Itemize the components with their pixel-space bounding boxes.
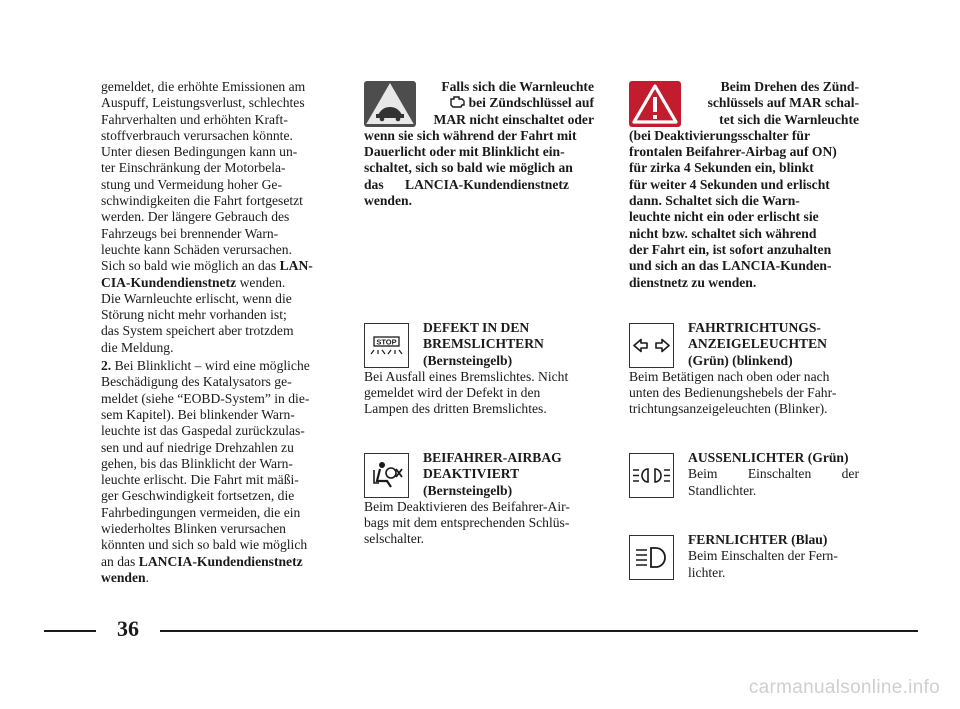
text-line: gehen, bis das Blinklicht der Warn- [101,455,293,471]
text-line: sem Kapitel). Bei blinkender Warn- [101,406,295,422]
section-subtitle: (Grün) (blinkend) [688,352,793,368]
section-title: DEFEKT IN DEN [423,320,530,335]
text-line: gemeldet, die erhöhte Emissionen am [101,79,306,94]
text-line: bei Zündschlüssel auf [465,95,594,111]
passenger-airbag-off-icon [364,453,409,498]
turn-signal-arrows-icon [629,323,674,368]
text-line: Die Warnleuchte erlischt, wenn die [101,290,292,306]
text-line: Beschädigung des Katalysators ge- [101,374,292,390]
section-title: ANZEIGELEUCHTEN [688,336,827,352]
section-subtitle: (Bernsteingelb) [423,482,513,498]
section-title: DEAKTIVIERT [423,466,520,482]
text-line: dienstnetz zu wenden. [629,274,757,290]
footer-rule-left [44,630,96,632]
high-beam-icon [629,535,674,580]
text-bold: LANCIA-Kundendienstnetz [138,553,303,569]
text-line: für zirka 4 Sekunden ein, blinkt [629,160,814,176]
text-line: könnten und sich so bald wie möglich [101,537,308,553]
warning-box-airbag [629,79,859,291]
text-line: wenden. [236,274,286,290]
danger-triangle-icon [629,81,681,127]
text-line: wenn sie sich während der Fahrt mit [364,127,577,143]
column-middle [364,79,594,209]
text-line: Störung nicht mehr vorhanden ist; [101,307,287,323]
text-line: Bei Ausfall eines Bremslichtes. Nicht [364,368,569,384]
text-line: Lampen des dritten Bremslichtes. [364,401,547,417]
text-line: trichtungsanzeigeleuchten (Blinker). [629,401,828,417]
text-line: Beim Betätigen nach oben oder nach [629,368,830,384]
section-airbag [364,450,594,548]
text-line: Unter diesen Bedingungen kann un- [101,144,298,160]
footer-rule-right [160,630,918,632]
text-line: Beim Deaktivieren des Beifahrer-Air- [364,498,570,514]
text-bold: LAN- [279,258,313,274]
warning-box-engine [364,79,594,209]
paragraph-emissions [101,79,331,291]
section-turn-signals [629,320,859,418]
text-line: MAR nicht einschaltet oder [433,111,594,127]
page-number: 36 [117,616,139,641]
text-line: nicht bzw. schaltet sich während [629,225,817,241]
text-line: und sich an das LANCIA-Kunden- [629,258,832,274]
text-line: leuchte ist das Gaspedal zurückzulas- [101,423,305,439]
text-line: leuchte nicht ein oder erlischt sie [629,209,819,225]
text-line: Fahrzeugs bei brennender Warn- [101,225,279,241]
section-subtitle: (Bernsteingelb) [423,352,513,368]
text-line: schlüssels auf MAR schal- [707,95,859,111]
text-line: tet sich die Warnleuchte [719,111,859,127]
text-line: ger Geschwindigkeit fortsetzen, die [101,488,295,504]
text-line: Sich so bald wie möglich an das [101,258,277,274]
car-skid-warning-icon [364,81,416,127]
text-line: . [145,569,149,585]
section-title: BEIFAHRER-AIRBAG [423,450,562,465]
text-line: Beim Einschalten der [688,466,859,482]
text-line: Standlichter. [688,482,757,498]
text-line: für weiter 4 Sekunden und erlischt [629,176,830,192]
text-line: dann. Schaltet sich die Warn- [629,193,800,209]
text-line: an das [101,553,139,569]
text-line: stung und Vermeidung hoher Ge- [101,176,282,192]
column-right [629,79,859,291]
text-line: meldet (siehe “EOBD-System” in die- [101,390,310,406]
section-title: BREMSLICHTERN [423,336,544,352]
text-line: der Fahrt ein, ist sofort anzuhalten [629,241,832,257]
text-line: wenden. [364,193,412,209]
text-line: selschalter. [364,531,425,547]
section-side-lights [629,450,859,499]
text-line: bags mit dem entsprechenden Schlüs- [364,515,570,531]
text-line: Beim Drehen des Zünd- [720,79,859,94]
text-line: wiederholtes Blinken verursachen [101,521,286,537]
svg-text:STOP: STOP [376,337,397,347]
text-line: Bei Blinklicht – wird eine mögliche [111,358,310,374]
text-line: die Meldung. [101,339,174,355]
text-line: gemeldet wird der Defekt in den [364,385,541,401]
text-line: das System speichert aber trotzdem [101,323,294,339]
text-line: ter Einschränkung der Motorbela- [101,160,286,176]
text-line: Falls sich die Warnleuchte [441,79,594,94]
text-line: leuchte kann Schäden verursachen. [101,241,292,257]
text-line: sen und auf niedrige Drehzahlen zu [101,439,294,455]
paragraph-light-off [101,291,331,356]
text-line: (bei Deaktivierungsschalter für [629,127,810,143]
text-line: frontalen Beifahrer-Airbag auf ON) [629,144,837,160]
item-number: 2. [101,358,112,374]
text-line: schaltet, sich so bald wie möglich an [364,160,573,176]
text-line: Auspuff, Leistungsverlust, schlechtes [101,95,305,111]
text-line: unten des Bedienungshebels der Fahr- [629,385,837,401]
section-title: FAHRTRICHTUNGS- [688,320,821,335]
text-line: das LANCIA-Kundendienstnetz [364,176,569,192]
text-bold: CIA-Kundendienstnetz [101,274,237,290]
text-line: Fahrverhalten und erhöhten Kraft- [101,111,288,127]
paragraph-flashing [101,358,331,586]
text-line: Beim Einschalten der Fern- [688,548,838,564]
text-line: lichter. [688,564,726,580]
brake-light-failure-icon [364,323,409,368]
column-left [101,79,331,586]
text-line: stoffverbrauch verursachen könnte. [101,127,293,143]
section-title: AUSSENLICHTER (Grün) [688,450,849,465]
text-line: Fahrbedingungen vermeiden, die ein [101,504,301,520]
text-line: leuchte erlischt. Die Fahrt mit mäßi- [101,472,299,488]
text-line: schwindigkeiten die Fahrt fortgesetzt [101,193,303,209]
watermark-text: carmanualsonline.info [748,677,940,698]
section-high-beam [629,532,859,581]
text-line: Dauerlicht oder mit Blinklicht ein- [364,144,565,160]
section-brake-lights [364,320,594,418]
text-bold: wenden [101,569,146,585]
engine-warning-icon [449,96,465,108]
side-lights-icon [629,453,674,498]
section-title: FERNLICHTER (Blau) [688,532,828,547]
text-line: werden. Der längere Gebrauch des [101,209,290,225]
